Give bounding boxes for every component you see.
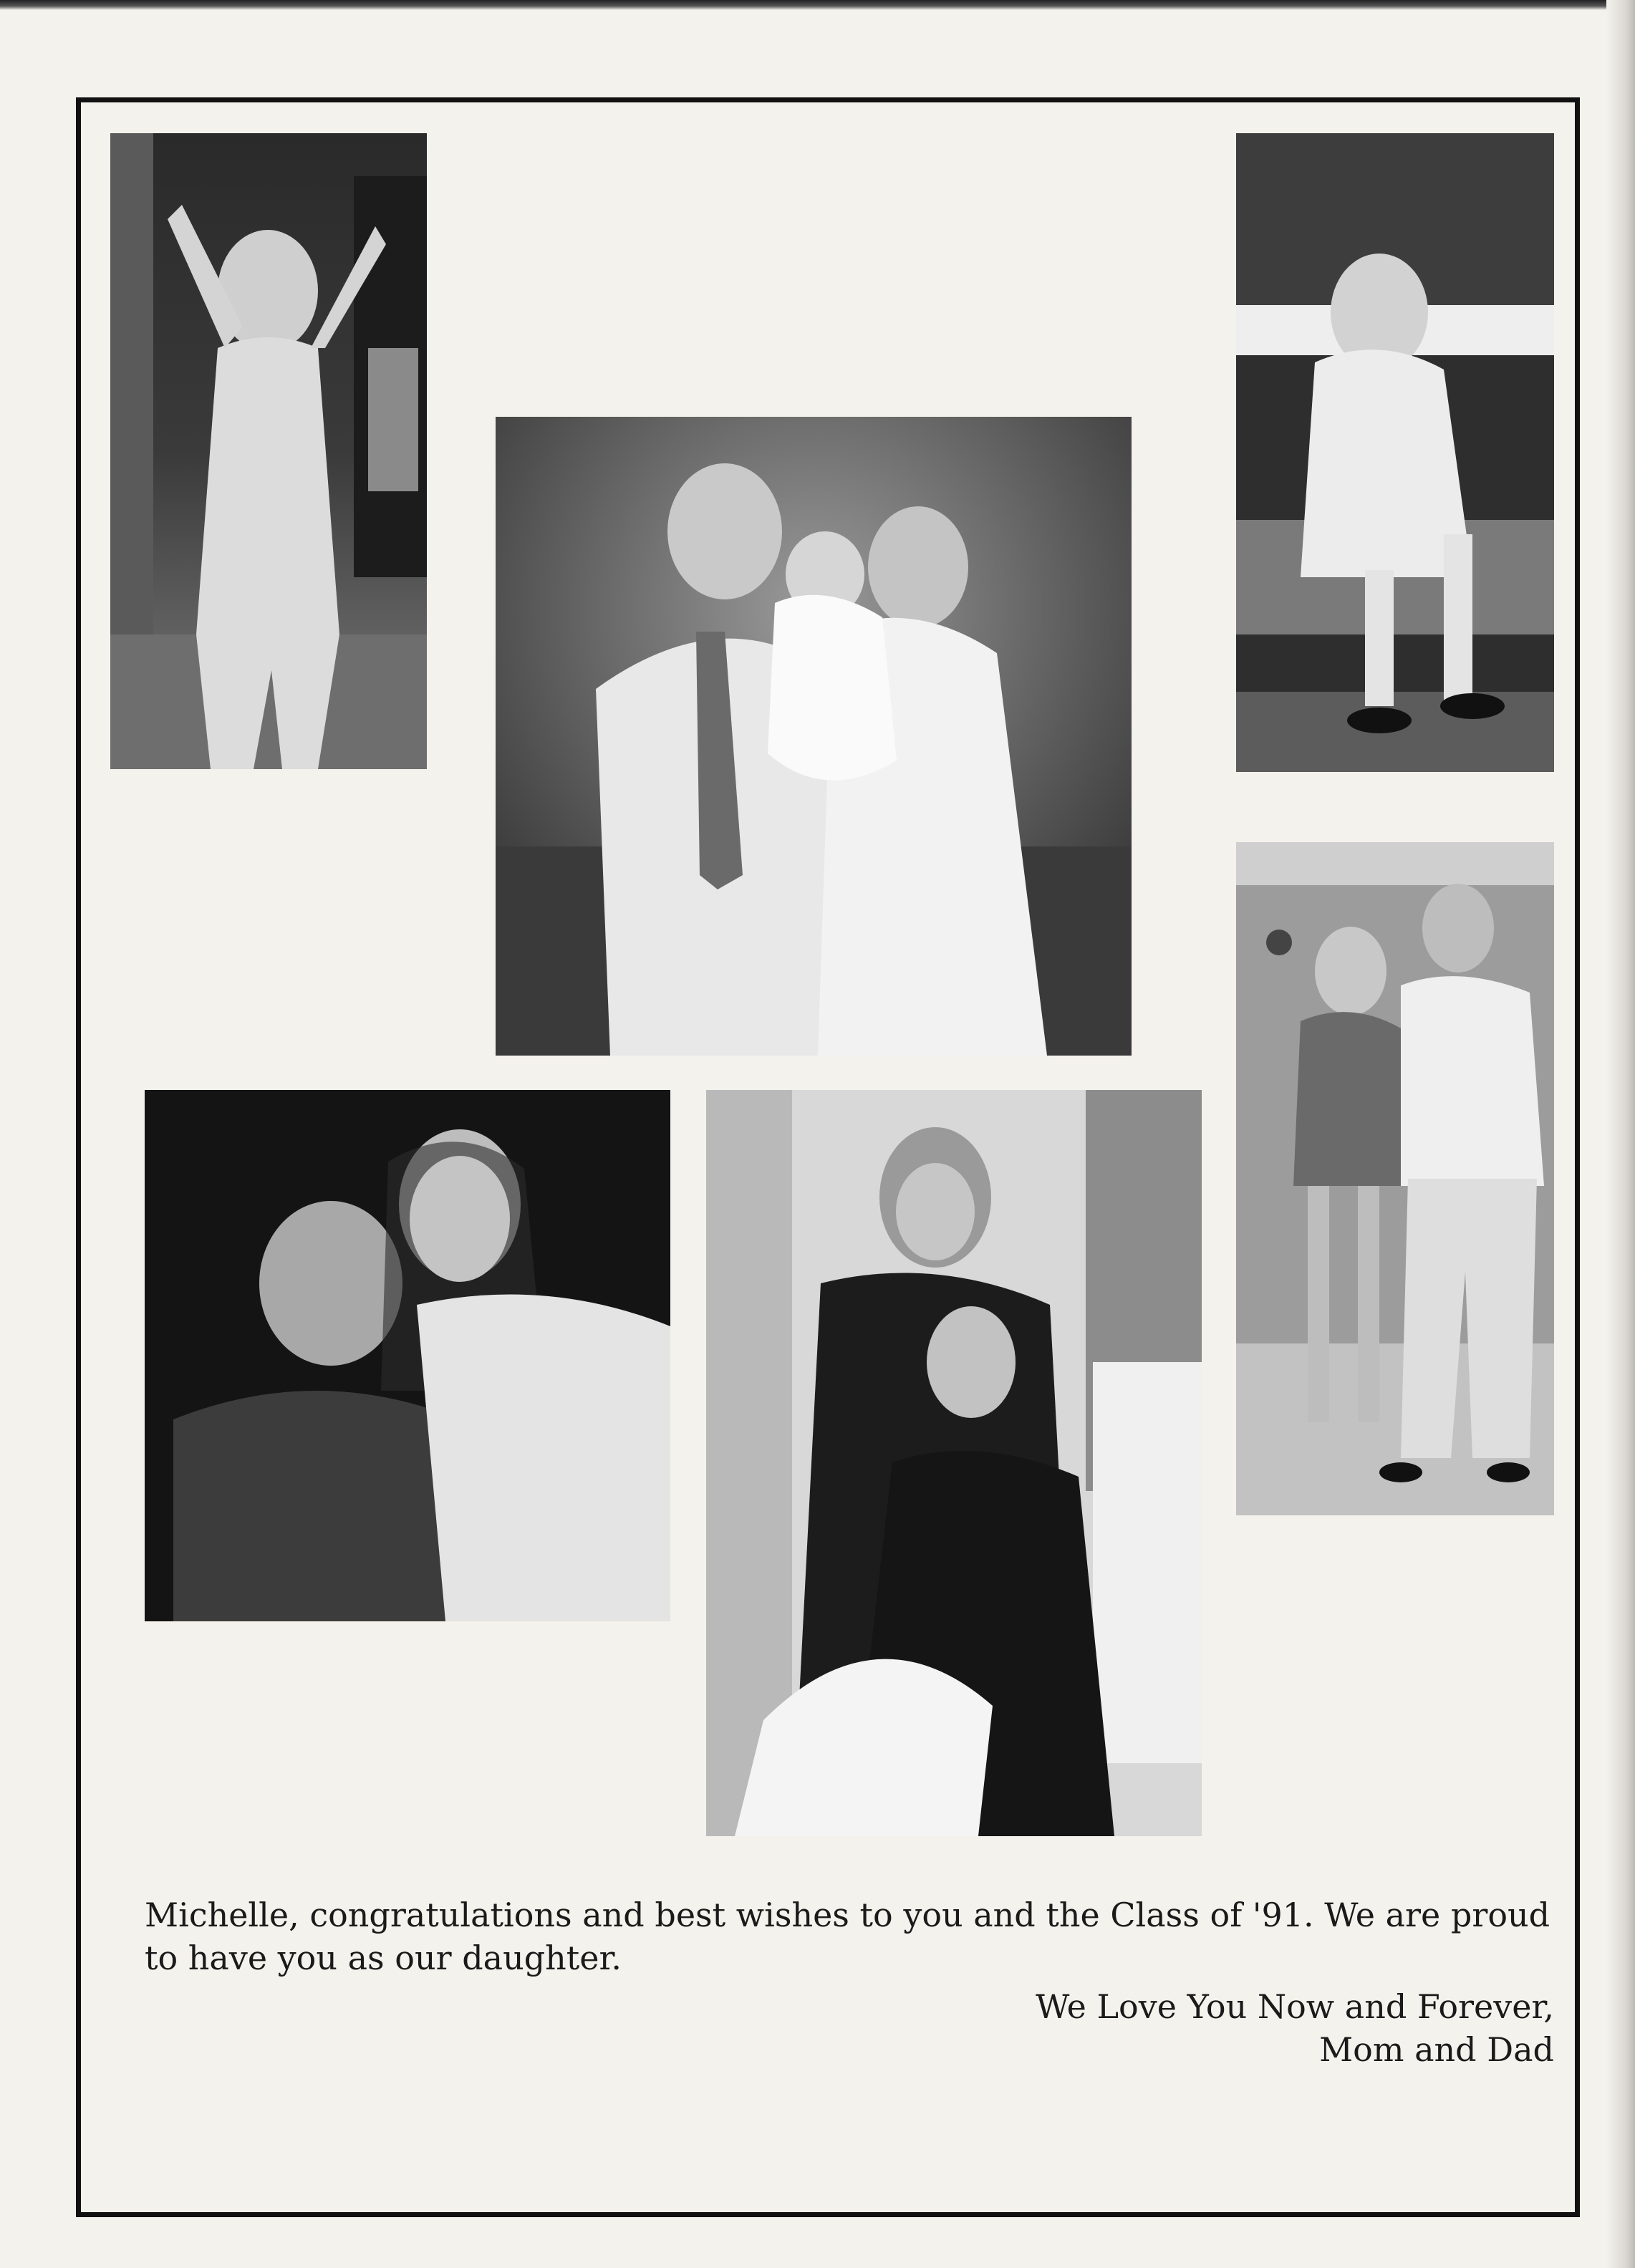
dedication-message bbox=[145, 1893, 1554, 1979]
page-binding-edge bbox=[1606, 0, 1635, 2268]
signature-block bbox=[1036, 1985, 1554, 2071]
message-body: Michelle, congratulations and best wishes to you and the Class of '91. We are proud to have you as our daughter. bbox=[145, 1896, 1550, 1977]
photo-father-and-daughter bbox=[145, 1090, 670, 1621]
closing-line: We Love You Now and Forever, bbox=[1036, 1987, 1554, 2026]
photo-couple-in-hallway bbox=[1236, 842, 1554, 1515]
photo-mother-and-daughter-formal bbox=[706, 1090, 1202, 1836]
photo-parents-with-baby bbox=[496, 417, 1132, 1056]
photo-girl-at-piano bbox=[1236, 133, 1554, 772]
page-top-edge bbox=[0, 0, 1635, 10]
signers: Mom and Dad bbox=[1319, 2030, 1554, 2069]
photo-toddler-arms-raised bbox=[110, 133, 427, 769]
